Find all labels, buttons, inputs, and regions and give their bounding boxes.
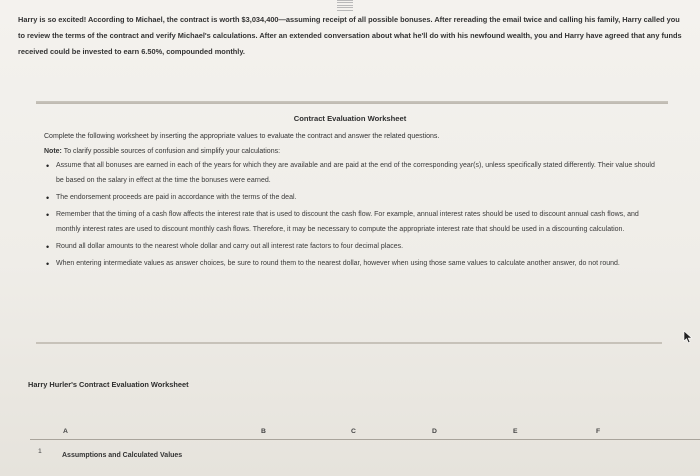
worksheet-title: Contract Evaluation Worksheet (293, 114, 407, 123)
list-item: • The endorsement proceeds are paid in accordance with the terms of the deal. (44, 191, 656, 206)
column-header-d[interactable]: D (432, 428, 437, 435)
section-divider (36, 101, 668, 104)
table-cell-a1[interactable]: Assumptions and Calculated Values (62, 452, 183, 459)
instructions-block (44, 129, 656, 275)
note-line (44, 144, 656, 159)
note-label: Note: (44, 148, 62, 155)
table-header-rule (30, 439, 700, 440)
intro-paragraph: Harry is so excited! According to Michael, the contract is worth $3,034,400—assuming receipt of all possible bonuses. After rereading the email twice and calling his family, Harry called you to review the terms of the contract and verify Michael's calculations. After an extended conversation about what he'll do with his newfound wealth, you and Harry have agreed that any funds received could be invested to earn 6.50%, compounded monthly. (18, 15, 682, 56)
list-item: • Assume that all bonuses are earned in each of the years for which they are available and are paid at the end of the corresponding year(s), unless specifically stated differently. Their value should be based on the salary in effect at the time the bonuses were earned. (44, 159, 656, 188)
column-header-f[interactable]: F (596, 428, 601, 435)
list-item: • When entering intermediate values as answer choices, be sure to round them to the nearest dollar, however when using those same values to calculate another answer, do not round. (44, 257, 656, 272)
pointer-cursor-icon (683, 330, 693, 344)
list-item: • Remember that the timing of a cash flow affects the interest rate that is used to discount the cash flow. For example, annual interest rates should be used to discount annual cash flows, and monthly interest rates are used to discount monthly cash flows. Therefore, it may be necessary to compute the appropriate interest rate that should be used in a discounting calculation. (44, 208, 656, 237)
row-number[interactable]: 1 (38, 448, 42, 455)
column-header-b[interactable]: B (261, 428, 266, 435)
instruction-text: Complete the following worksheet by inserting the appropriate values to evaluate the contract and answer the related questions. (44, 133, 440, 140)
column-header-a[interactable]: A (63, 428, 68, 435)
note-text: To clarify possible sources of confusion and simplify your calculations: (63, 148, 281, 155)
spreadsheet-title: Harry Hurler's Contract Evaluation Worksheet (28, 380, 189, 389)
list-item: • Round all dollar amounts to the nearest whole dollar and carry out all interest rate factors to four decimal places. (44, 240, 656, 255)
assumption-list (44, 159, 656, 272)
section-divider (36, 342, 662, 344)
drag-handle-icon[interactable] (337, 0, 353, 8)
column-header-c[interactable]: C (351, 428, 356, 435)
column-header-e[interactable]: E (513, 428, 518, 435)
